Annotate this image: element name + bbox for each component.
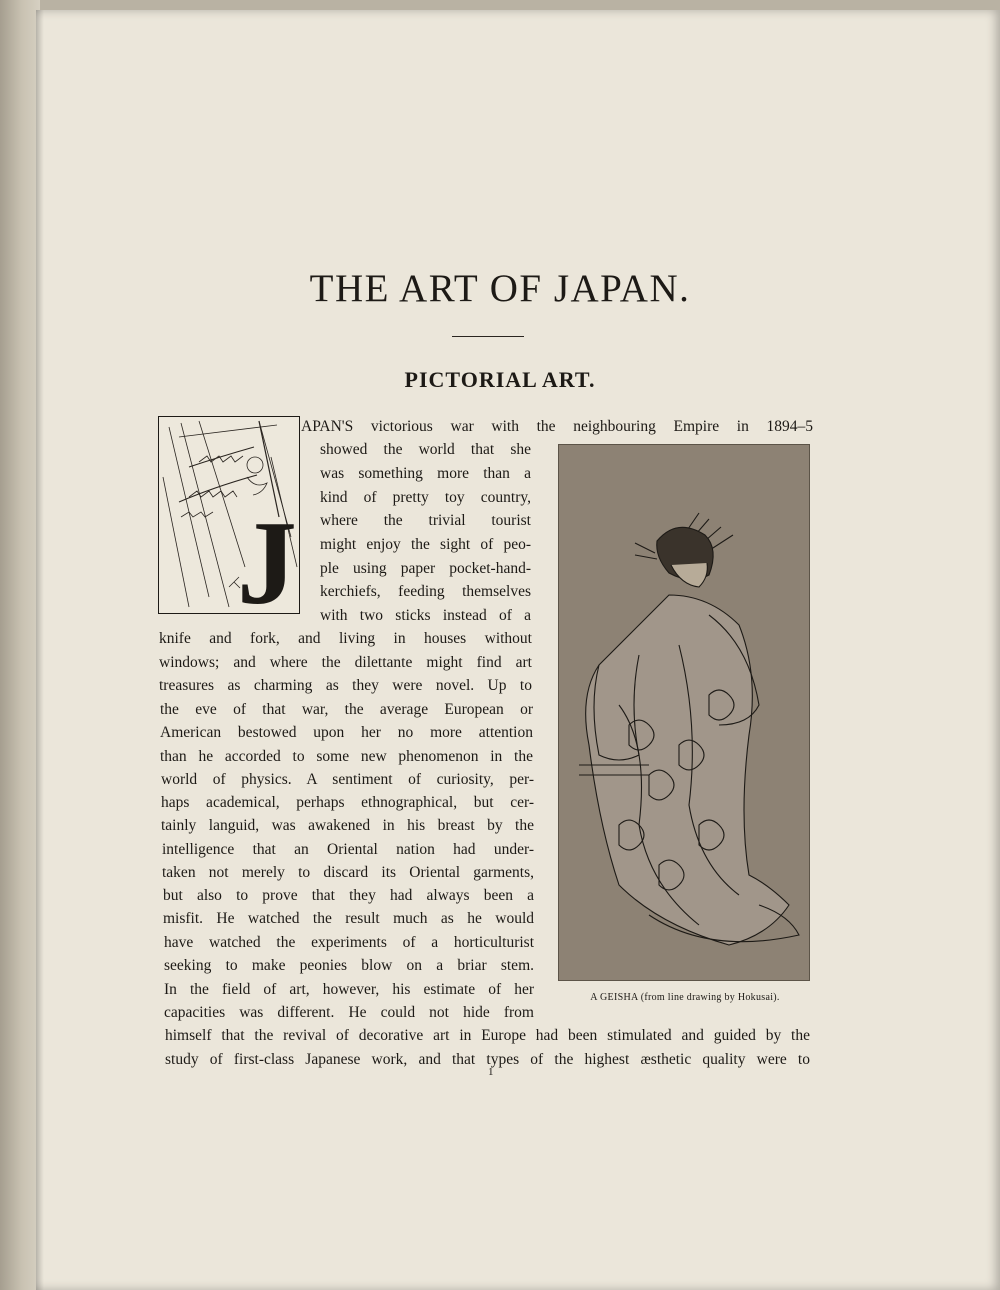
section-heading: PICTORIAL ART. xyxy=(404,367,596,392)
page-gutter-shadow xyxy=(36,10,44,1290)
page-number: 1 xyxy=(488,1066,494,1078)
body-line: than he accorded to some new phenomenon in the xyxy=(160,748,533,765)
body-line: with two sticks instead of a xyxy=(320,607,531,624)
body-line: taken not merely to discard its Oriental garments, xyxy=(162,864,534,881)
body-line: study of first-class Japanese work, and that types of the highest æsthetic quality were to xyxy=(165,1051,810,1068)
body-line: showed the world that she xyxy=(320,441,531,458)
body-line: but also to prove that they had always been a xyxy=(163,887,534,904)
body-line: APAN'S victorious war with the neighbouring Empire in 1894–5 xyxy=(301,418,813,435)
body-line: where the trivial tourist xyxy=(320,512,531,529)
book-spine xyxy=(0,0,40,1290)
geisha-illustration xyxy=(559,445,809,980)
dropcap-letter: J xyxy=(237,496,297,613)
body-line: was something more than a xyxy=(320,465,531,482)
dropcap-bamboo-drawing xyxy=(159,417,299,613)
body-line: In the field of art, however, his estimate of her xyxy=(164,981,534,998)
title-divider xyxy=(452,336,524,337)
body-line: world of physics. A sentiment of curiosity, per- xyxy=(161,771,534,788)
body-line: kerchiefs, feeding themselves xyxy=(320,583,531,600)
body-line: haps academical, perhaps ethnographical, but cer- xyxy=(161,794,534,811)
body-line: have watched the experiments of a horticulturist xyxy=(164,934,534,951)
body-line: intelligence that an Oriental nation had under- xyxy=(162,841,534,858)
book-page xyxy=(36,10,1000,1290)
dropcap-illustration xyxy=(158,416,300,614)
body-line: might enjoy the sight of peo- xyxy=(320,536,531,553)
body-line: himself that the revival of decorative art in Europe had been stimulated and guided by the xyxy=(165,1027,810,1044)
body-line: capacities was different. He could not hide from xyxy=(164,1004,534,1021)
body-line: seeking to make peonies blow on a briar stem. xyxy=(164,957,534,974)
body-line: kind of pretty toy country, xyxy=(320,489,531,506)
body-line: American bestowed upon her no more attention xyxy=(160,724,533,741)
figure-caption: A GEISHA (from line drawing by Hokusai). xyxy=(590,992,780,1003)
body-line: tainly languid, was awakened in his breast by the xyxy=(161,817,534,834)
body-line: the eve of that war, the average European or xyxy=(160,701,533,718)
body-line: windows; and where the dilettante might find art xyxy=(159,654,532,671)
page-title: THE ART OF JAPAN. xyxy=(309,267,691,310)
body-line: misfit. He watched the result much as he would xyxy=(163,910,534,927)
body-line: knife and fork, and living in houses without xyxy=(159,630,532,647)
geisha-plate xyxy=(558,444,810,981)
body-line: ple using paper pocket-hand- xyxy=(320,560,531,577)
body-line: treasures as charming as they were novel. Up to xyxy=(159,677,532,694)
